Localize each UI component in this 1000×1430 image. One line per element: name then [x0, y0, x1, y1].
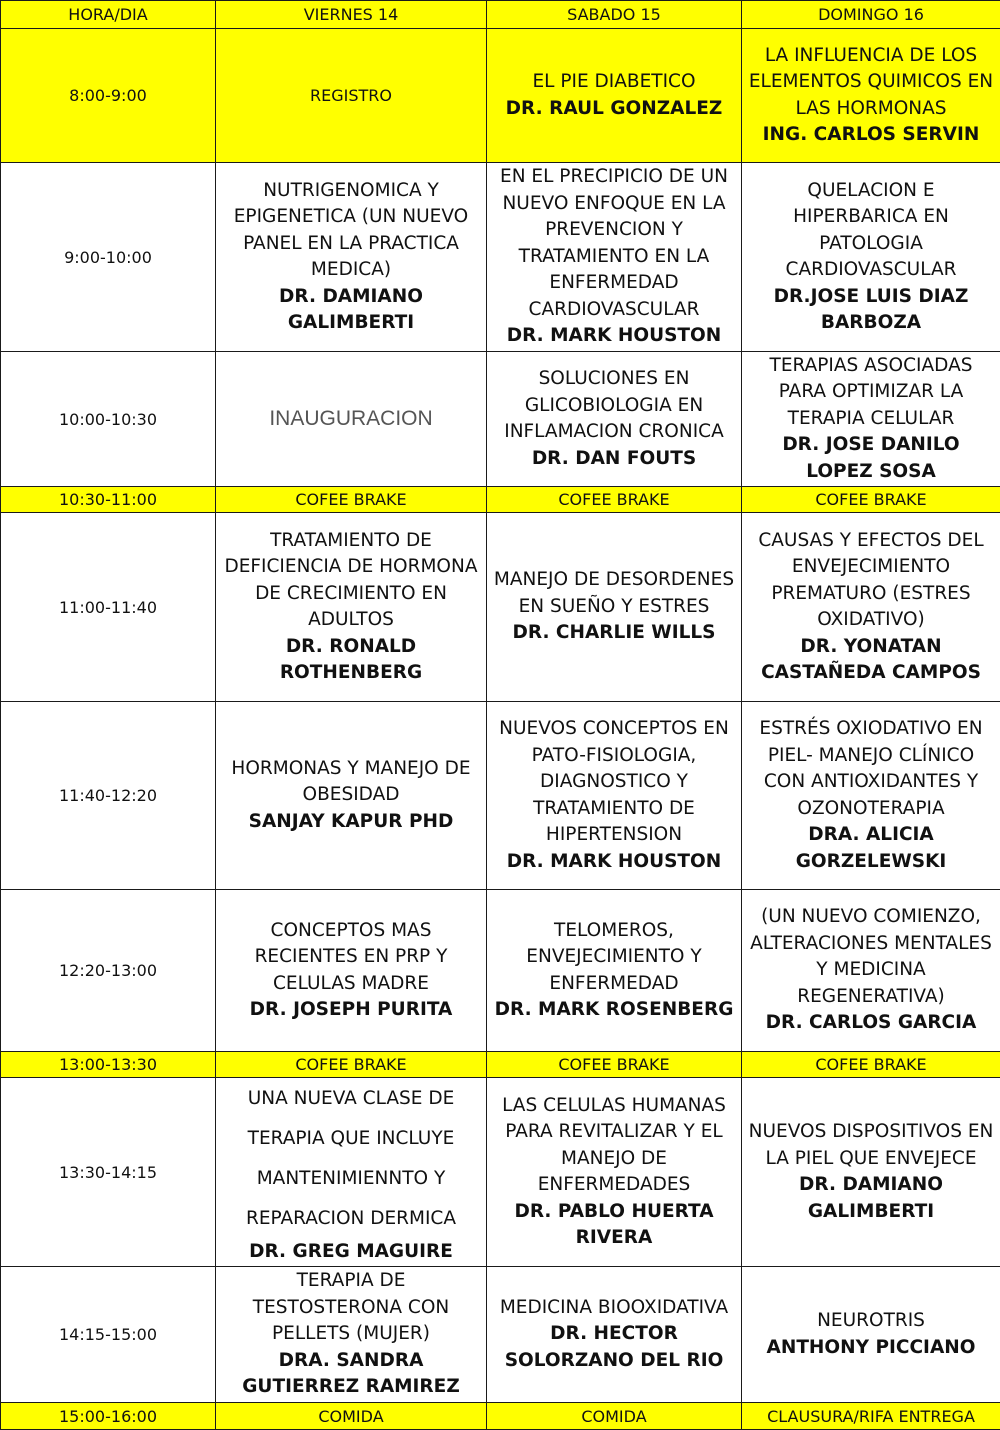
- session-cell: [487, 163, 742, 352]
- registro-cell: REGISTRO: [216, 29, 487, 163]
- session-speaker: DR. GREG MAGUIRE: [220, 1239, 482, 1266]
- session-speaker: DR. MARK ROSENBERG: [491, 997, 737, 1024]
- break-row: [1, 1052, 1000, 1078]
- session-cell: [742, 1267, 1000, 1403]
- session-speaker: DRA. ALICIA GORZELEWSKI: [746, 822, 996, 875]
- session-cell: [742, 513, 1000, 702]
- session-cell: [487, 1078, 742, 1267]
- session-title: TERAPIA DE TESTOSTERONA CON PELLETS (MUJER): [220, 1268, 482, 1348]
- session-speaker: DR. RONALD ROTHENBERG: [220, 634, 482, 687]
- inauguracion-cell: INAUGURACION: [216, 352, 487, 487]
- session-title: EN EL PRECIPICIO DE UN NUEVO ENFOQUE EN LA PREVENCION Y TRATAMIENTO EN LA ENFERMEDAD CARDIOVASCULAR: [491, 164, 737, 323]
- session-speaker: DR. DAMIANO GALIMBERTI: [746, 1172, 996, 1225]
- session-title: UNA NUEVA CLASE DE TERAPIA QUE INCLUYE MANTENIMIENNTO Y REPARACION DERMICA: [220, 1079, 482, 1239]
- session-title: TERAPIAS ASOCIADAS PARA OPTIMIZAR LA TERAPIA CELULAR: [746, 353, 996, 433]
- header-time: HORA/DIA: [1, 1, 216, 29]
- header-day-friday: VIERNES 14: [216, 1, 487, 29]
- break-cell: COFEE BRAKE: [216, 487, 487, 513]
- closing-cell: CLAUSURA/RIFA ENTREGA: [742, 1403, 1000, 1430]
- session-cell: [742, 163, 1000, 352]
- session-cell: [487, 29, 742, 163]
- session-cell: [216, 702, 487, 890]
- session-cell: [742, 890, 1000, 1052]
- table-row: [1, 1078, 1000, 1267]
- session-title: NUEVOS DISPOSITIVOS EN LA PIEL QUE ENVEJECE: [746, 1119, 996, 1172]
- session-speaker: DR. JOSE DANILO LOPEZ SOSA: [746, 432, 996, 485]
- meal-cell: COMIDA: [216, 1403, 487, 1430]
- session-cell: [216, 1267, 487, 1403]
- session-speaker: SANJAY KAPUR PHD: [220, 809, 482, 836]
- time-cell: 15:00-16:00: [1, 1403, 216, 1430]
- session-title: MEDICINA BIOOXIDATIVA: [491, 1295, 737, 1322]
- session-cell: [487, 1267, 742, 1403]
- break-cell: COFEE BRAKE: [487, 1052, 742, 1078]
- table-row: [1, 29, 1000, 163]
- session-title: TELOMEROS, ENVEJECIMIENTO Y ENFERMEDAD: [491, 918, 737, 998]
- session-title: (UN NUEVO COMIENZO, ALTERACIONES MENTALES Y MEDICINA REGENERATIVA): [746, 904, 996, 1010]
- time-cell: 10:00-10:30: [1, 352, 216, 487]
- session-cell: [487, 352, 742, 487]
- session-cell: [742, 352, 1000, 487]
- table-row: [1, 890, 1000, 1052]
- session-speaker: ANTHONY PICCIANO: [746, 1335, 996, 1362]
- session-title: QUELACION E HIPERBARICA EN PATOLOGIA CARDIOVASCULAR: [746, 178, 996, 284]
- header-row: [1, 1, 1000, 29]
- session-title: EL PIE DIABETICO: [491, 69, 737, 96]
- table-row: [1, 702, 1000, 890]
- session-speaker: DR. YONATAN CASTAÑEDA CAMPOS: [746, 634, 996, 687]
- time-cell: 12:20-13:00: [1, 890, 216, 1052]
- session-title: SOLUCIONES EN GLICOBIOLOGIA EN INFLAMACION CRONICA: [491, 366, 737, 446]
- break-cell: COFEE BRAKE: [216, 1052, 487, 1078]
- session-cell: [487, 513, 742, 702]
- session-title: TRATAMIENTO DE DEFICIENCIA DE HORMONA DE CRECIMIENTO EN ADULTOS: [220, 528, 482, 634]
- session-speaker: DR. DAMIANO GALIMBERTI: [220, 284, 482, 337]
- time-cell: 10:30-11:00: [1, 487, 216, 513]
- session-speaker: DR. RAUL GONZALEZ: [491, 96, 737, 123]
- meal-row: [1, 1403, 1000, 1430]
- session-speaker: DR. JOSEPH PURITA: [220, 997, 482, 1024]
- header-day-saturday: SABADO 15: [487, 1, 742, 29]
- header-day-sunday: DOMINGO 16: [742, 1, 1000, 29]
- table-row: [1, 1267, 1000, 1403]
- time-cell: 13:00-13:30: [1, 1052, 216, 1078]
- session-cell: [487, 890, 742, 1052]
- session-title: ESTRÉS OXIODATIVO EN PIEL- MANEJO CLÍNICO CON ANTIOXIDANTES Y OZONOTERAPIA: [746, 716, 996, 822]
- time-cell: 14:15-15:00: [1, 1267, 216, 1403]
- table-row: [1, 513, 1000, 702]
- break-cell: COFEE BRAKE: [742, 487, 1000, 513]
- session-speaker: DR.JOSE LUIS DIAZ BARBOZA: [746, 284, 996, 337]
- session-cell: [216, 890, 487, 1052]
- break-cell: COFEE BRAKE: [742, 1052, 1000, 1078]
- session-speaker: DR. HECTOR SOLORZANO DEL RIO: [491, 1321, 737, 1374]
- session-cell: [216, 1078, 487, 1267]
- session-title: MANEJO DE DESORDENES EN SUEÑO Y ESTRES: [491, 567, 737, 620]
- time-cell: 8:00-9:00: [1, 29, 216, 163]
- session-speaker: DR. CHARLIE WILLS: [491, 620, 737, 647]
- session-cell: [216, 163, 487, 352]
- session-cell: [742, 29, 1000, 163]
- session-cell: [216, 513, 487, 702]
- time-cell: 11:00-11:40: [1, 513, 216, 702]
- session-title: NUEVOS CONCEPTOS EN PATO-FISIOLOGIA, DIAGNOSTICO Y TRATAMIENTO DE HIPERTENSION: [491, 716, 737, 849]
- break-cell: COFEE BRAKE: [487, 487, 742, 513]
- session-speaker: DR. CARLOS GARCIA: [746, 1010, 996, 1037]
- time-cell: 9:00-10:00: [1, 163, 216, 352]
- session-title: LAS CELULAS HUMANAS PARA REVITALIZAR Y EL MANEJO DE ENFERMEDADES: [491, 1093, 737, 1199]
- session-speaker: ING. CARLOS SERVIN: [746, 122, 996, 149]
- session-cell: [742, 702, 1000, 890]
- session-speaker: DR. MARK HOUSTON: [491, 323, 737, 350]
- session-speaker: DR. PABLO HUERTA RIVERA: [491, 1199, 737, 1252]
- session-title: CAUSAS Y EFECTOS DEL ENVEJECIMIENTO PREMATURO (ESTRES OXIDATIVO): [746, 528, 996, 634]
- time-cell: 13:30-14:15: [1, 1078, 216, 1267]
- session-title: LA INFLUENCIA DE LOS ELEMENTOS QUIMICOS EN LAS HORMONAS: [746, 43, 996, 123]
- session-title: NEUROTRIS: [746, 1308, 996, 1335]
- session-title: HORMONAS Y MANEJO DE OBESIDAD: [220, 756, 482, 809]
- break-row: [1, 487, 1000, 513]
- session-title: CONCEPTOS MAS RECIENTES EN PRP Y CELULAS MADRE: [220, 918, 482, 998]
- meal-cell: COMIDA: [487, 1403, 742, 1430]
- session-speaker: DR. DAN FOUTS: [491, 446, 737, 473]
- table-row: [1, 352, 1000, 487]
- table-row: [1, 163, 1000, 352]
- time-cell: 11:40-12:20: [1, 702, 216, 890]
- session-cell: [742, 1078, 1000, 1267]
- session-speaker: DRA. SANDRA GUTIERREZ RAMIREZ: [220, 1348, 482, 1401]
- session-cell: [487, 702, 742, 890]
- session-speaker: DR. MARK HOUSTON: [491, 849, 737, 876]
- session-title: NUTRIGENOMICA Y EPIGENETICA (UN NUEVO PANEL EN LA PRACTICA MEDICA): [220, 178, 482, 284]
